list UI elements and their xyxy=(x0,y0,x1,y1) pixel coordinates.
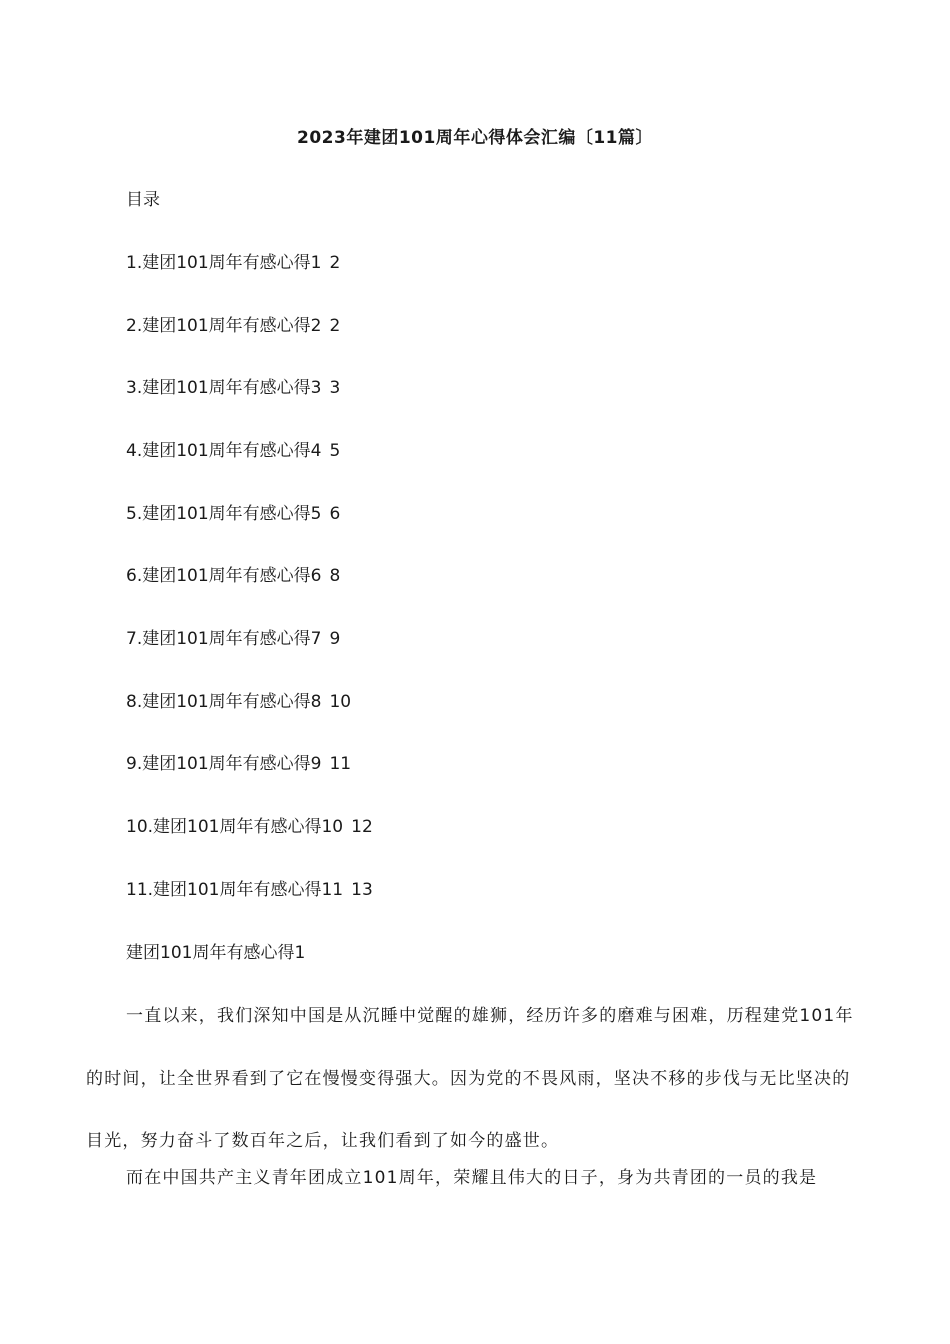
toc-item[interactable] xyxy=(126,750,351,778)
toc-item-label: 2.建团101周年有感心得2 xyxy=(126,316,322,336)
document-title: 2023年建团101周年心得体会汇编〔11篇〕 xyxy=(297,128,653,148)
toc-item-label: 6.建团101周年有感心得6 xyxy=(126,566,322,586)
body-paragraph: 一直以来，我们深知中国是从沉睡中觉醒的雄狮，经历许多的磨难与困难，历程建党101年的时间，让全世界看到了它在慢慢变得强大。因为党的不畏风雨，坚决不移的步伐与无比坚决的目光，努力奋斗了数百年之后，让我们看到了如今的盛世。 xyxy=(86,1006,854,1151)
toc-item-page: 8 xyxy=(329,566,341,586)
toc-item-label: 11.建团101周年有感心得11 xyxy=(126,880,344,900)
toc-item[interactable] xyxy=(126,876,373,904)
toc-item-page: 11 xyxy=(329,754,352,774)
toc-item[interactable] xyxy=(126,374,340,402)
toc-item-label: 8.建团101周年有感心得8 xyxy=(126,692,322,712)
toc-item-label: 7.建团101周年有感心得7 xyxy=(126,629,322,649)
toc-item[interactable] xyxy=(126,562,340,590)
toc-item-page: 13 xyxy=(351,880,373,900)
toc-item-page: 6 xyxy=(329,504,341,524)
toc-item[interactable] xyxy=(126,312,340,340)
toc-item-page: 12 xyxy=(351,817,373,837)
toc-item-page: 9 xyxy=(329,629,341,649)
toc-item-label: 3.建团101周年有感心得3 xyxy=(126,378,322,398)
toc-item-label: 4.建团101周年有感心得4 xyxy=(126,441,322,461)
toc-item-label: 10.建团101周年有感心得10 xyxy=(126,817,344,837)
toc-item-label: 5.建团101周年有感心得5 xyxy=(126,504,322,524)
toc-item[interactable] xyxy=(126,688,351,716)
toc-item-page: 3 xyxy=(329,378,341,398)
toc-item-page: 5 xyxy=(329,441,341,461)
toc-item[interactable] xyxy=(126,249,340,277)
toc-item-page: 2 xyxy=(329,253,341,273)
toc-item[interactable] xyxy=(126,813,373,841)
toc-item-label: 1.建团101周年有感心得1 xyxy=(126,253,322,273)
toc-heading: 目录 xyxy=(126,190,160,210)
toc-item[interactable] xyxy=(126,500,340,528)
toc-item[interactable] xyxy=(126,437,340,465)
toc-item-page: 10 xyxy=(329,692,352,712)
toc-item-label: 9.建团101周年有感心得9 xyxy=(126,754,322,774)
body-paragraph: 而在中国共产主义青年团成立101周年，荣耀且伟大的日子，身为共青团的一员的我是 xyxy=(126,1168,818,1188)
toc-item-page: 2 xyxy=(329,316,341,336)
section-heading: 建团101周年有感心得1 xyxy=(126,943,306,963)
toc-item[interactable] xyxy=(126,625,340,653)
